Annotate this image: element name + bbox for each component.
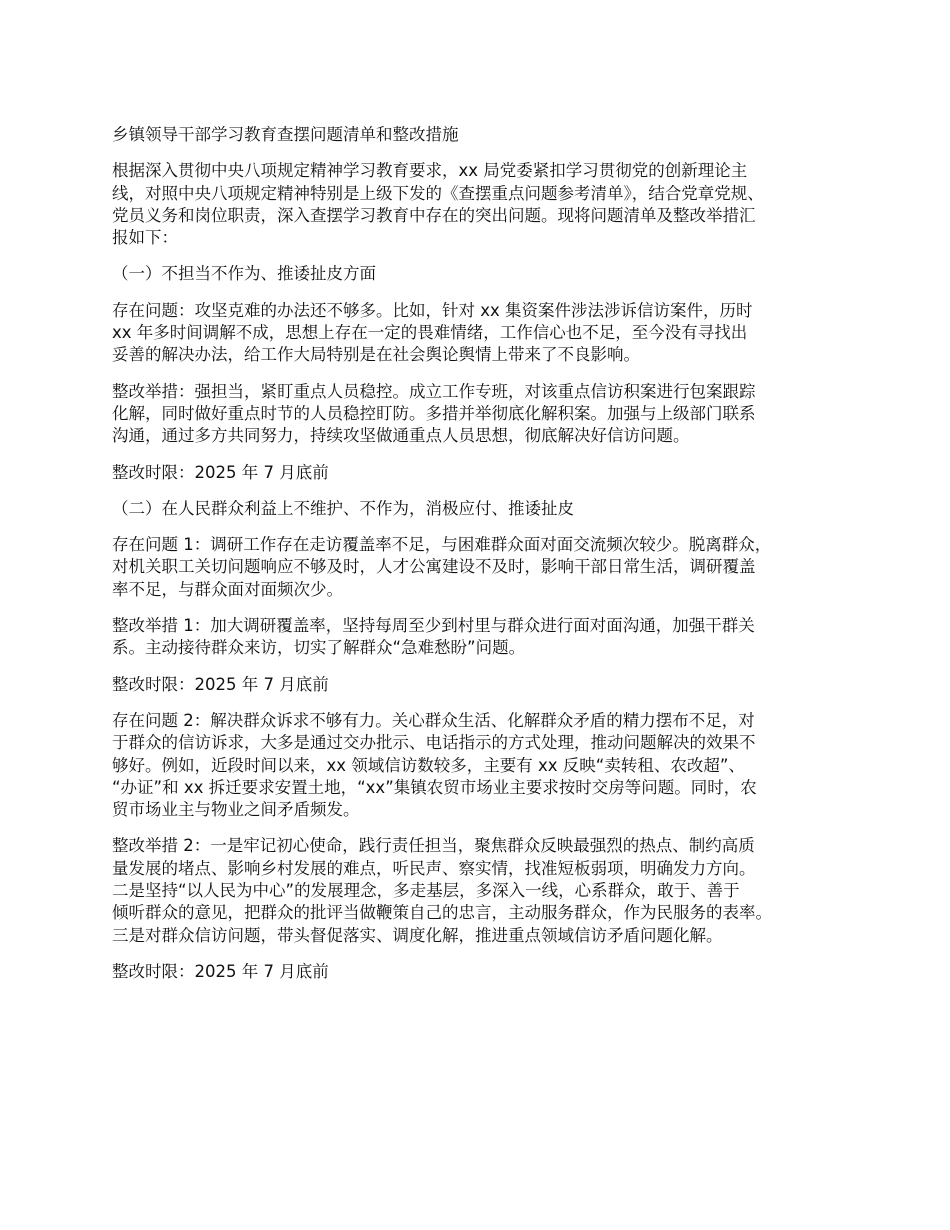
paragraph-line: 系。主动接待群众来访，切实了解群众“急难愁盼”问题。 [112, 638, 526, 658]
paragraph-line: xx 年多时间调解不成，思想上存在一定的畏难情绪，工作信心也不足，至今没有寻找出 [112, 323, 748, 343]
measure-paragraph [112, 381, 857, 448]
paragraph-line: 对机关职工关切问题响应不够及时，人才公寓建设不及时，影响干部日常生活，调研覆盖 [112, 557, 756, 577]
paragraph-line: 整改时限：2025 年 7 月底前 [112, 674, 329, 694]
paragraph-line: （二）在人民群众利益上不维护、不作为，消极应付、推诿扯皮 [112, 498, 574, 518]
deadline-paragraph [112, 961, 857, 983]
paragraph-line: 党员义务和岗位职责，深入查摆学习教育中存在的突出问题。现将问题清单及整改举措汇 [112, 205, 756, 225]
paragraph-line: 三是对群众信访问题，带头督促落实、调度化解，推进重点领域信访矛盾问题化解。 [112, 925, 723, 945]
paragraph-line: 于群众的信访诉求，大多是通过交办批示、电话指示的方式处理，推动问题解决的效果不 [112, 733, 756, 753]
document-title [112, 124, 857, 146]
section-heading-paragraph [112, 498, 857, 520]
paragraphs [112, 160, 857, 983]
paragraph-line: 倾听群众的意见，把群众的批评当做鞭策自己的忠言，主动服务群众，作为民服务的表率。 [112, 903, 772, 923]
problem-paragraph [112, 534, 857, 601]
paragraph-line: 二是坚持“以人民为中心”的发展理念，多走基层，多深入一线，心系群众，敢于、善于 [112, 881, 740, 901]
document-body [112, 124, 857, 997]
paragraph-line: 量发展的堵点、影响乡村发展的难点，听民声、察实情，找准短板弱项，明确发力方向。 [112, 858, 756, 878]
deadline-paragraph [112, 674, 857, 696]
paragraph-line: 整改时限：2025 年 7 月底前 [112, 961, 329, 981]
paragraph-line: 线，对照中央八项规定精神特别是上级下发的《查摆重点问题参考清单》，结合党章党规、 [112, 183, 764, 203]
paragraph-line: 整改举措 2：一是牢记初心使命，践行责任担当，聚焦群众反映最强烈的热点、制约高质 [112, 836, 755, 856]
paragraph-line: 存在问题 2：解决群众诉求不够有力。关心群众生活、化解群众矛盾的精力摆布不足，对 [112, 710, 755, 730]
measure-paragraph [112, 835, 857, 946]
section-heading-paragraph [112, 263, 857, 285]
measure-paragraph [112, 615, 857, 660]
problem-paragraph [112, 710, 857, 821]
paragraph-line: 整改时限：2025 年 7 月底前 [112, 462, 329, 482]
title-text: 乡镇领导干部学习教育查摆问题清单和整改措施 [112, 125, 459, 144]
paragraph-line: 存在问题：攻坚克难的办法还不够多。比如，针对 xx 集资案件涉法涉诉信访案件，历时 [112, 300, 753, 320]
paragraph-line: 整改举措 1：加大调研覆盖率，坚持每周至少到村里与群众进行面对面沟通，加强干群关 [112, 616, 755, 636]
paragraph-line: 化解，同时做好重点时节的人员稳控盯防。多措并举彻底化解积案。加强与上级部门联系 [112, 403, 756, 423]
paragraph-line: 整改举措：强担当，紧盯重点人员稳控。成立工作专班，对该重点信访积案进行包案跟踪 [112, 381, 756, 401]
paragraph-line: 贸市场业主与物业之间矛盾频发。 [112, 800, 360, 820]
paragraph-line: 报如下： [112, 228, 178, 248]
deadline-paragraph [112, 462, 857, 484]
paragraph-line: 妥善的解决办法，给工作大局特别是在社会舆论舆情上带来了不良影响。 [112, 345, 640, 365]
paragraph-line: 够好。例如，近段时间以来，xx 领域信访数较多，主要有 xx 反映“卖转租、农改超”、 [112, 755, 745, 775]
paragraph-line: “办证”和 xx 拆迁要求安置土地，“xx”集镇农贸市场业主要求按时交房等问题。同时，农 [112, 777, 757, 797]
paragraph-line: 根据深入贯彻中央八项规定精神学习教育要求，xx 局党委紧扣学习贯彻党的创新理论主 [112, 161, 748, 181]
paragraph-line: 存在问题 1：调研工作存在走访覆盖率不足，与困难群众面对面交流频次较少。脱离群众， [112, 535, 772, 555]
paragraph-line: （一）不担当不作为、推诿扯皮方面 [112, 264, 376, 284]
problem-paragraph [112, 300, 857, 367]
paragraph-line: 率不足，与群众面对面频次少。 [112, 579, 343, 599]
paragraph-line: 沟通，通过多方共同努力，持续攻坚做通重点人员思想，彻底解决好信访问题。 [112, 426, 690, 446]
intro-paragraph [112, 160, 857, 249]
